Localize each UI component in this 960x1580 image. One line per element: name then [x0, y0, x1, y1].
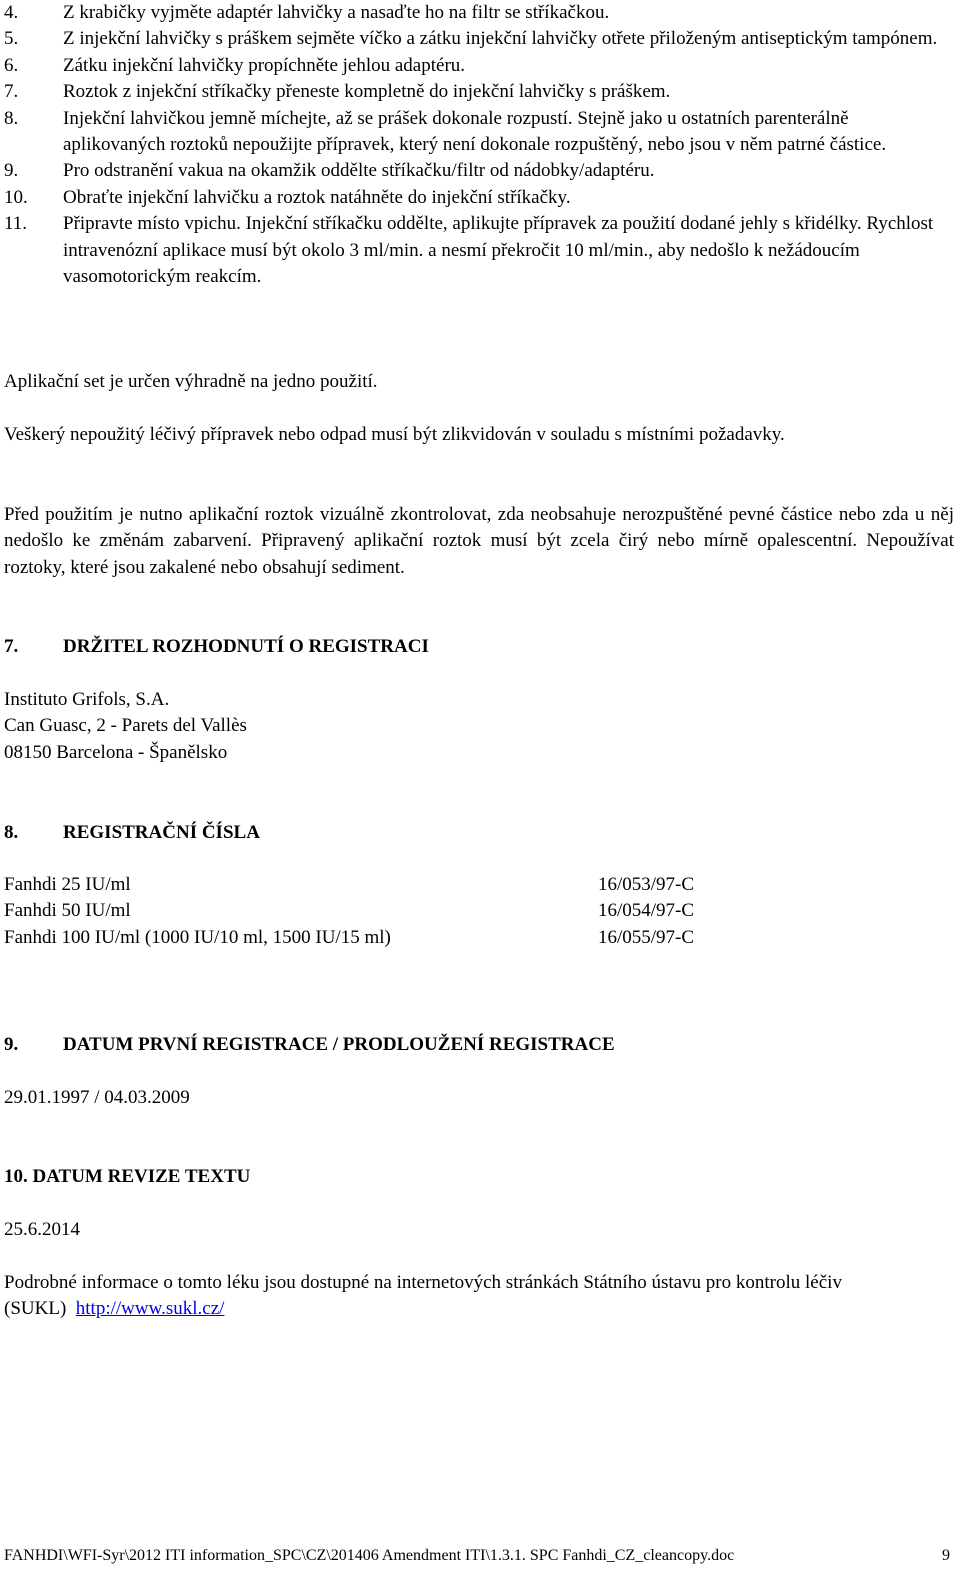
section-7-heading: 7. DRŽITEL ROZHODNUTÍ O REGISTRACI — [4, 636, 429, 657]
info-paragraph: Podrobné informace o tomto léku jsou dostupné na internetových stránkách Státního ústavu pro kontrolu léčiv (SUKL) http://www.sukl.cz/ — [4, 1272, 842, 1320]
inspection-paragraph: Před použitím je nutno aplikační roztok vizuálně zkontrolovat, zda neobsahuje nerozpuštěné pevné částice nebo zda u něj nedošlo ke změnám zabarvení. Připravený aplikační roztok musí být zcela čirý nebo mírně opalescentní. Nepoužívat roztoky, které jsou zakalené nebo obsahují sediment. — [4, 504, 954, 578]
disposal-paragraph: Veškerý nepoužitý léčivý přípravek nebo odpad musí být zlikvidován v souladu s místními požadavky. — [4, 424, 785, 445]
sukl-link[interactable]: http://www.sukl.cz/ — [75, 1298, 225, 1320]
table-row: Fanhdi 50 IU/ml 16/054/97-C — [4, 900, 695, 922]
page-number: 9 — [942, 1547, 950, 1564]
list-item: 11. Připravte místo vpichu. Injekční stříkačku oddělte, aplikujte přípravek za použití dodané jehly s křidélky. Rychlost intravenózní aplikace musí být okolo 3 ml/min. a nesmí překročit 10 ml/min., aby nedošlo k nežádoucím vasomotorickým reakcím. — [4, 213, 934, 288]
holder-address — [4, 687, 247, 766]
registration-dates: 29.01.1997 / 04.03.2009 — [4, 1087, 190, 1108]
list-item: 6. Zátku injekční lahvičky propíchněte jehlou adaptéru. — [4, 54, 466, 76]
table-row: Fanhdi 100 IU/ml (1000 IU/10 ml, 1500 IU/15 ml) 16/055/97-C — [4, 926, 695, 948]
footer-file-path: FANHDI\WFI-Syr\2012 ITI information_SPC\CZ\201406 Amendment ITI\1.3.1. SPC Fanhdi_CZ_cleancopy.doc — [4, 1547, 735, 1564]
single-use-paragraph: Aplikační set je určen výhradně na jedno použití. — [4, 371, 378, 392]
section-9-heading: 9. DATUM PRVNÍ REGISTRACE / PRODLOUŽENÍ REGISTRACE — [4, 1034, 615, 1055]
list-item: 4. Z krabičky vyjměte adaptér lahvičky a nasaďte ho na filtr se stříkačkou. — [4, 2, 610, 23]
section-10-heading: 10. DATUM REVIZE TEXTU — [4, 1166, 251, 1187]
address-line: Can Guasc, 2 - Parets del Vallès — [4, 715, 247, 737]
list-item: 10. Obraťte injekční lahvičku a roztok natáhněte do injekční stříkačky. — [4, 186, 571, 208]
list-item: 8. Injekční lahvičkou jemně míchejte, až se prášek dokonale rozpustí. Stejně jako u ostatních parenterálně aplikovaných roztoků nepoužijte přípravek, který není dokonale rozpuštěný, nebo jsou v něm patrné částice. — [4, 107, 887, 156]
instruction-list — [4, 0, 954, 290]
revision-date: 25.6.2014 — [4, 1219, 80, 1240]
table-row: Fanhdi 25 IU/ml 16/053/97-C — [4, 874, 695, 895]
list-item: 7. Roztok z injekční stříkačky přeneste kompletně do injekční lahvičky s práškem. — [4, 81, 671, 103]
list-item: 5. Z injekční lahvičky s práškem sejměte víčko a zátku injekční lahvičky otřete přiloženým antiseptickým tampónem. — [4, 28, 938, 50]
address-line: Instituto Grifols, S.A. — [4, 689, 170, 710]
section-8-heading: 8. REGISTRAČNÍ ČÍSLA — [4, 822, 260, 843]
page-footer — [4, 1546, 954, 1566]
address-line: 08150 Barcelona - Španělsko — [4, 741, 228, 763]
registration-table — [4, 872, 694, 951]
list-item: 9. Pro odstranění vakua na okamžik oddělte stříkačku/filtr od nádobky/adaptéru. — [4, 160, 655, 182]
